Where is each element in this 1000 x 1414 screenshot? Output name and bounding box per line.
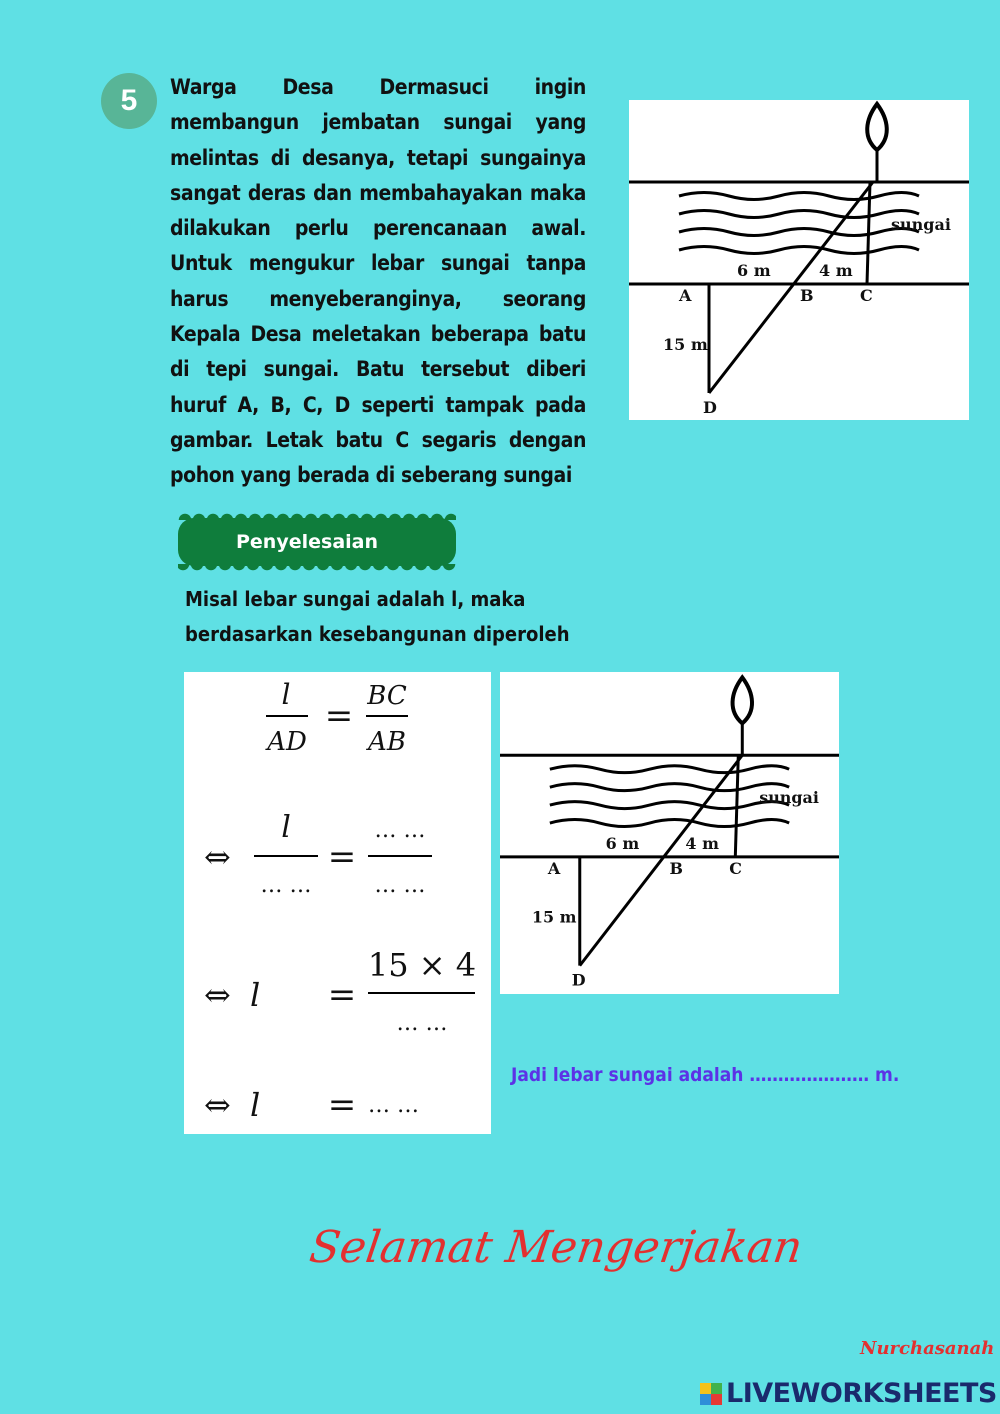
eq3-equals: = [327, 975, 357, 1015]
author-name: Nurchasanah [860, 1338, 995, 1359]
length-ab: 6 m [605, 833, 640, 853]
eq3-iff: ⇔ [204, 976, 231, 1014]
problem-text: Warga Desa Dermasuci ingin membangun jembatan sungai yang melintas di desanya, tetapi sungainya sangat deras dan membahayakan maka dilakukan perlu perencanaan awal. Untuk mengukur lebar sungai tanpa harus menyeberanginya, seorang Kepala Desa meletakan beberapa batu di tepi sungai. Batu tersebut diberi huruf A, B, C, D seperti tampak pada gambar. Letak batu C segaris dengan pohon yang berada di seberang sungai [170, 75, 586, 488]
point-c: C [860, 286, 873, 305]
tree-icon [733, 677, 752, 723]
length-bc: 4 m [685, 833, 719, 853]
river-label: sungai [891, 215, 951, 234]
solution-heading [178, 518, 456, 566]
point-b: B [800, 286, 814, 305]
eq2-iff: ⇔ [204, 838, 231, 876]
eq4-equals: = [327, 1085, 357, 1125]
answer-line: Jadi lebar sungai adalah ………………… m. [511, 1064, 900, 1086]
eq1-denominator: AD [267, 727, 307, 757]
length-ad: 15 m [531, 907, 577, 927]
problem-number-badge: 5 [101, 73, 157, 129]
eq3-var: l [250, 976, 261, 1014]
eq3-numerator: 15 × 4 [367, 946, 477, 984]
point-d: D [571, 970, 586, 990]
math-work-box [184, 672, 491, 1134]
solution-heading-text: Penyelesaian [236, 531, 378, 553]
length-ab: 6 m [737, 261, 771, 280]
solution-intro-line1: Misal lebar sungai adalah l, maka [185, 587, 526, 611]
point-b: B [669, 858, 683, 878]
brand-name: LIVEWORKSHEETS [726, 1378, 997, 1409]
eq1-rhs-denominator: AB [368, 727, 406, 757]
eq2-equals: = [327, 837, 357, 877]
eq2-denominator-blank: … … [260, 873, 312, 898]
eq3-denominator-blank: … … [396, 1011, 448, 1036]
length-bc: 4 m [819, 261, 853, 280]
point-c: C [729, 858, 743, 878]
tree-icon [867, 104, 887, 150]
eq2-rhs-denominator-blank: … … [374, 873, 426, 898]
eq4-var: l [250, 1086, 261, 1124]
closing-greeting: Selamat Mengerjakan [306, 1222, 806, 1273]
eq1-equals: = [324, 696, 354, 736]
eq4-result-blank: … … [368, 1093, 419, 1118]
river-diagram-bottom [500, 672, 839, 994]
liveworksheets-brand [700, 1378, 997, 1409]
solution-intro-line2: berdasarkan kesebangunan diperoleh [185, 622, 570, 646]
point-d: D [703, 398, 717, 417]
eq1-numerator: l [281, 678, 291, 711]
river-diagram-top [629, 100, 969, 420]
length-ad: 15 m [663, 335, 708, 354]
eq1-rhs-numerator: BC [367, 681, 407, 711]
eq2-numerator: l [281, 810, 291, 845]
eq4-iff: ⇔ [204, 1086, 231, 1124]
river-label: sungai [759, 788, 819, 808]
point-a: A [547, 858, 561, 878]
liveworksheets-logo-icon [700, 1383, 722, 1405]
point-a: A [679, 286, 692, 305]
solution-intro [185, 582, 605, 652]
eq2-rhs-numerator-blank: … … [374, 818, 426, 843]
